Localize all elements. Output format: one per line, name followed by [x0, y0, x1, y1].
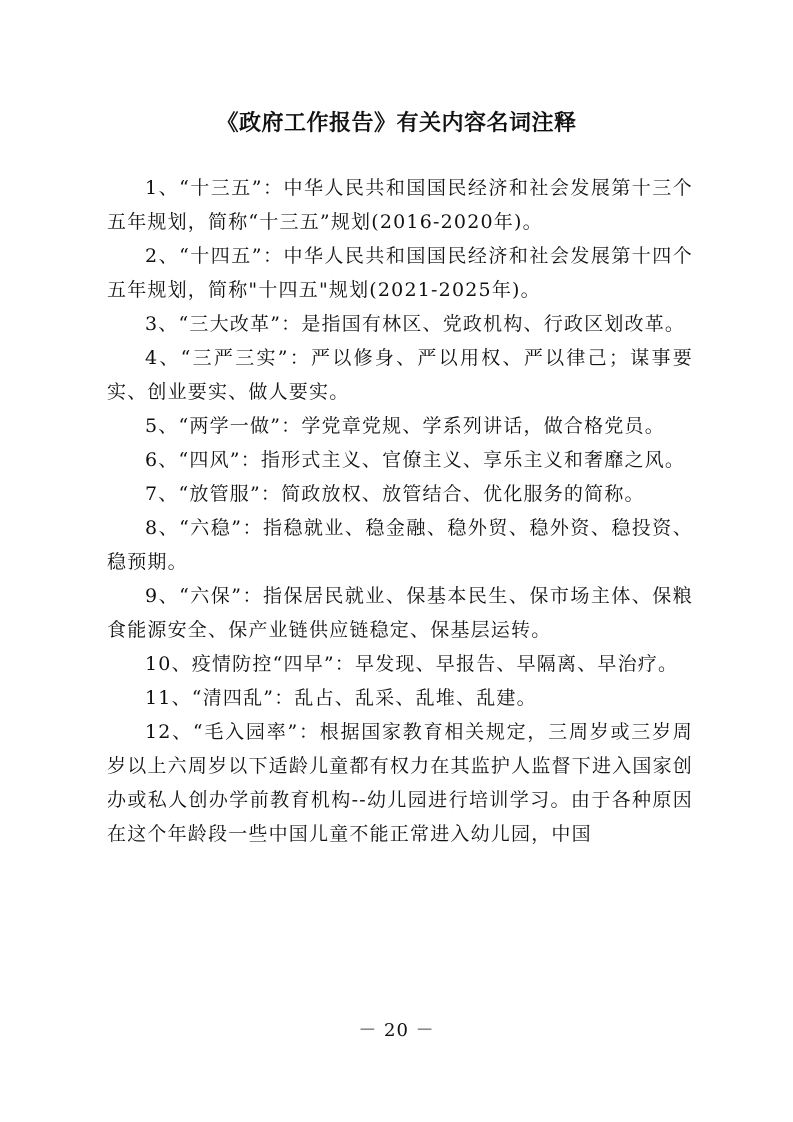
glossary-entry-12: 12、“毛入园率”：根据国家教育相关规定，三周岁或三岁周岁以上六周岁以下适龄儿童都有权力在其监护人监督下进入国家创办或私人创办学前教育机构--幼儿园进行培训学习。由于各种原因在这个年龄段一些中国儿童不能正常进入幼儿园，中国: [107, 721, 693, 845]
glossary-entry-11: 11、“清四乱”：乱占、乱采、乱堆、乱建。: [145, 687, 537, 709]
glossary-entry-2: 2、“十四五”：中华人民共和国国民经济和社会发展第十四个五年规划，简称"十四五"规划(2021-2025年)。: [107, 245, 693, 301]
page-number: － 20 －: [358, 1020, 435, 1041]
glossary-entry-8: 8、“六稳”：指稳就业、稳金融、稳外贸、稳外资、稳投资、稳预期。: [107, 517, 693, 573]
glossary-entry-9: 9、“六保”：指保居民就业、保基本民生、保市场主体、保粮食能源安全、保产业链供应链稳定、保基层运转。: [107, 585, 693, 641]
glossary-entry-5: 5、“两学一做”：学党章党规、学系列讲话，做合格党员。: [145, 415, 665, 437]
glossary-entry-1: 1、“十三五”：中华人民共和国国民经济和社会发展第十三个五年规划，简称“十三五”规划(2016-2020年)。: [107, 177, 693, 233]
glossary-entry-10: 10、疫情防控“四早”：早发现、早报告、早隔离、早治疗。: [145, 653, 679, 675]
glossary-entry-7: 7、“放管服”：简政放权、放管结合、优化服务的简称。: [145, 483, 645, 505]
glossary-entry-6: 6、“四风”：指形式主义、官僚主义、享乐主义和奢靡之风。: [145, 449, 686, 471]
glossary-entry-3: 3、“三大改革”：是指国有林区、党政机构、行政区划改革。: [145, 313, 686, 335]
page-title: 《政府工作报告》有关内容名词注释: [216, 110, 577, 136]
document-body: [107, 171, 693, 851]
glossary-entry-4: 4、“三严三实”：严以修身、严以用权、严以律己；谋事要实、创业要实、做人要实。: [107, 347, 693, 403]
